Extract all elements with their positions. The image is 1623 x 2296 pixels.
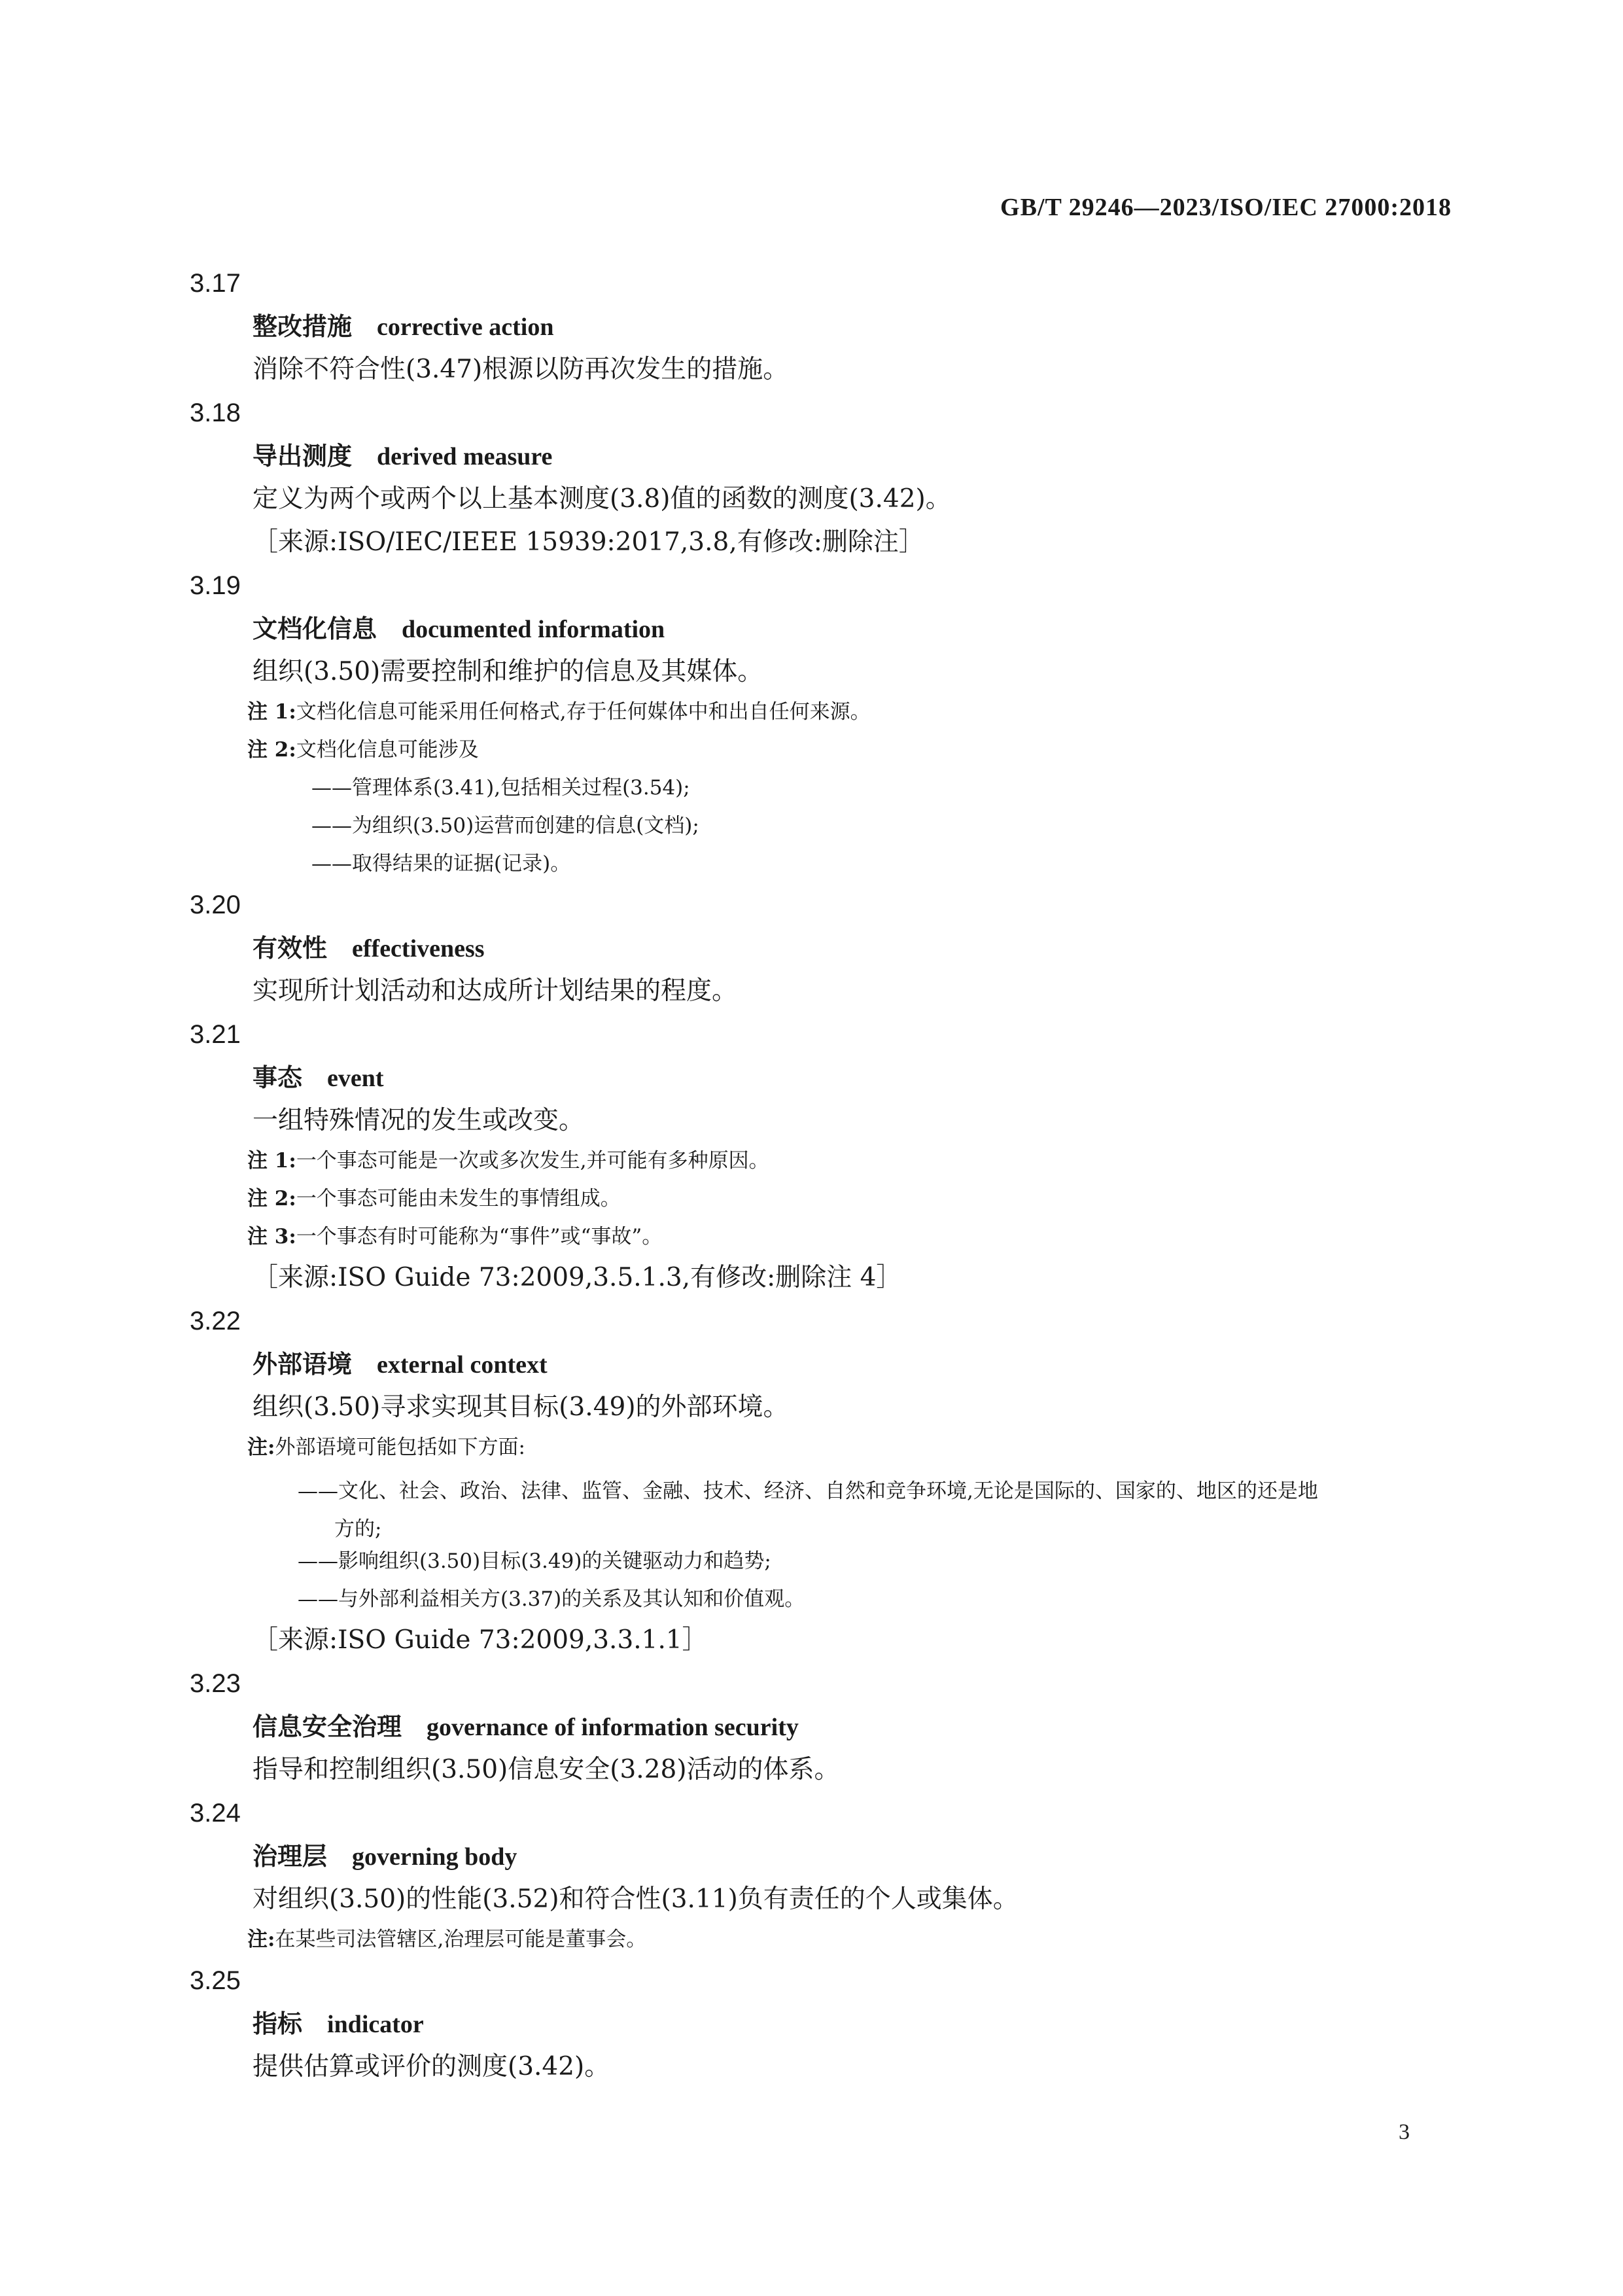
term-number: 3.21	[190, 1020, 241, 1049]
term-heading	[253, 310, 1446, 353]
note-label: 注 2:	[247, 1187, 296, 1210]
note-text: 一个事态可能由未发生的事情组成。	[296, 1187, 621, 1210]
term-heading	[253, 1710, 1446, 1754]
term-heading	[253, 440, 1446, 483]
note-text: 一个事态有时可能称为“事件”或“事故”。	[296, 1225, 663, 1248]
term-note	[247, 737, 1446, 775]
note-text: 一个事态可能是一次或多次发生,并可能有多种原因。	[296, 1149, 769, 1173]
term-en: governance of information security	[427, 1714, 799, 1741]
term-note	[247, 1224, 1446, 1262]
note-list-item: ——为组织(3.50)运营而创建的信息(文档);	[311, 814, 699, 838]
term-en: indicator	[327, 2011, 424, 2038]
term-en: effectiveness	[352, 935, 485, 963]
note-label: 注 2:	[247, 738, 296, 762]
term-number: 3.17	[190, 269, 241, 298]
term-cn: 外部语境	[253, 1349, 353, 1379]
term-definition: 对组织(3.50)的性能(3.52)和符合性(3.11)负有责任的个人或集体。	[253, 1884, 1019, 1914]
note-list-item: ——管理体系(3.41),包括相关过程(3.54);	[311, 776, 690, 800]
term-number: 3.18	[190, 398, 241, 427]
term-number: 3.23	[190, 1669, 241, 1698]
term-cn: 事态	[253, 1063, 303, 1092]
term-cn: 有效性	[253, 933, 328, 963]
term-cn: 文档化信息	[253, 614, 377, 643]
term-definition: 一组特殊情况的发生或改变。	[253, 1106, 585, 1135]
term-en: corrective action	[377, 313, 554, 341]
term-number: 3.19	[190, 571, 241, 600]
term-en: documented information	[402, 616, 665, 643]
term-cn: 治理层	[253, 1841, 328, 1871]
note-text: 外部语境可能包括如下方面:	[275, 1436, 525, 1459]
term-cn: 导出测度	[253, 441, 353, 470]
term-heading	[253, 2007, 1446, 2051]
term-heading	[253, 1061, 1446, 1104]
term-en: external context	[377, 1351, 548, 1379]
page-number: 3	[1399, 2120, 1410, 2144]
term-note	[247, 1926, 1446, 1964]
note-list-item-line: ——文化、社会、政治、法律、监管、金融、技术、经济、自然和竞争环境,无论是国际的、国家的、地区的还是地	[298, 1479, 1318, 1503]
term-number: 3.20	[190, 891, 241, 919]
term-heading	[253, 932, 1446, 975]
note-label: 注 3:	[247, 1225, 296, 1248]
term-note	[247, 1434, 1446, 1472]
note-list-item: ——影响组织(3.50)目标(3.49)的关键驱动力和趋势;	[298, 1549, 771, 1573]
term-cn: 整改措施	[253, 311, 353, 341]
terms-content	[190, 267, 1446, 2094]
term-en: governing body	[352, 1843, 517, 1871]
term-number: 3.24	[190, 1799, 241, 1828]
term-heading	[253, 612, 1446, 656]
note-text: 在某些司法管辖区,治理层可能是董事会。	[275, 1928, 647, 1951]
term-number: 3.22	[190, 1307, 241, 1335]
term-definition: 指导和控制组织(3.50)信息安全(3.28)活动的体系。	[253, 1755, 840, 1784]
note-label: 注 1:	[247, 1149, 296, 1173]
term-cn: 指标	[253, 2009, 303, 2038]
note-label: 注 1:	[247, 700, 296, 724]
term-source: ［来源:ISO Guide 73:2009,3.3.1.1］	[253, 1625, 708, 1655]
note-list-item	[298, 1472, 1446, 1548]
term-source: ［来源:ISO Guide 73:2009,3.5.1.3,有修改:删除注 4］	[253, 1263, 902, 1292]
term-definition: 提供估算或评价的测度(3.42)。	[253, 2052, 610, 2081]
term-definition: 实现所计划活动和达成所计划结果的程度。	[253, 976, 738, 1006]
term-note	[247, 699, 1446, 737]
term-note	[247, 1148, 1446, 1186]
term-definition: 消除不符合性(3.47)根源以防再次发生的措施。	[253, 355, 789, 384]
note-list-item: ——与外部利益相关方(3.37)的关系及其认知和价值观。	[298, 1587, 805, 1611]
note-text: 文档化信息可能涉及	[296, 738, 479, 762]
note-list-item-continuation: 方的;	[334, 1517, 382, 1541]
term-cn: 信息安全治理	[253, 1712, 402, 1741]
note-text: 文档化信息可能采用任何格式,存于任何媒体中和出自任何来源。	[296, 700, 871, 724]
term-heading	[253, 1840, 1446, 1883]
term-definition: 组织(3.50)需要控制和维护的信息及其媒体。	[253, 657, 763, 686]
note-list-item: ——取得结果的证据(记录)。	[311, 852, 571, 875]
term-en: event	[327, 1065, 384, 1092]
term-source: ［来源:ISO/IEC/IEEE 15939:2017,3.8,有修改:删除注］	[253, 527, 924, 557]
term-heading	[253, 1348, 1446, 1391]
note-label: 注:	[247, 1928, 275, 1951]
note-label: 注:	[247, 1436, 275, 1459]
term-definition: 组织(3.50)寻求实现其目标(3.49)的外部环境。	[253, 1392, 789, 1422]
term-en: derived measure	[377, 443, 553, 470]
term-definition: 定义为两个或两个以上基本测度(3.8)值的函数的测度(3.42)。	[253, 484, 951, 514]
term-note	[247, 1186, 1446, 1224]
term-number: 3.25	[190, 1966, 241, 1995]
standard-header: GB/T 29246—2023/ISO/IEC 27000:2018	[1000, 194, 1452, 221]
